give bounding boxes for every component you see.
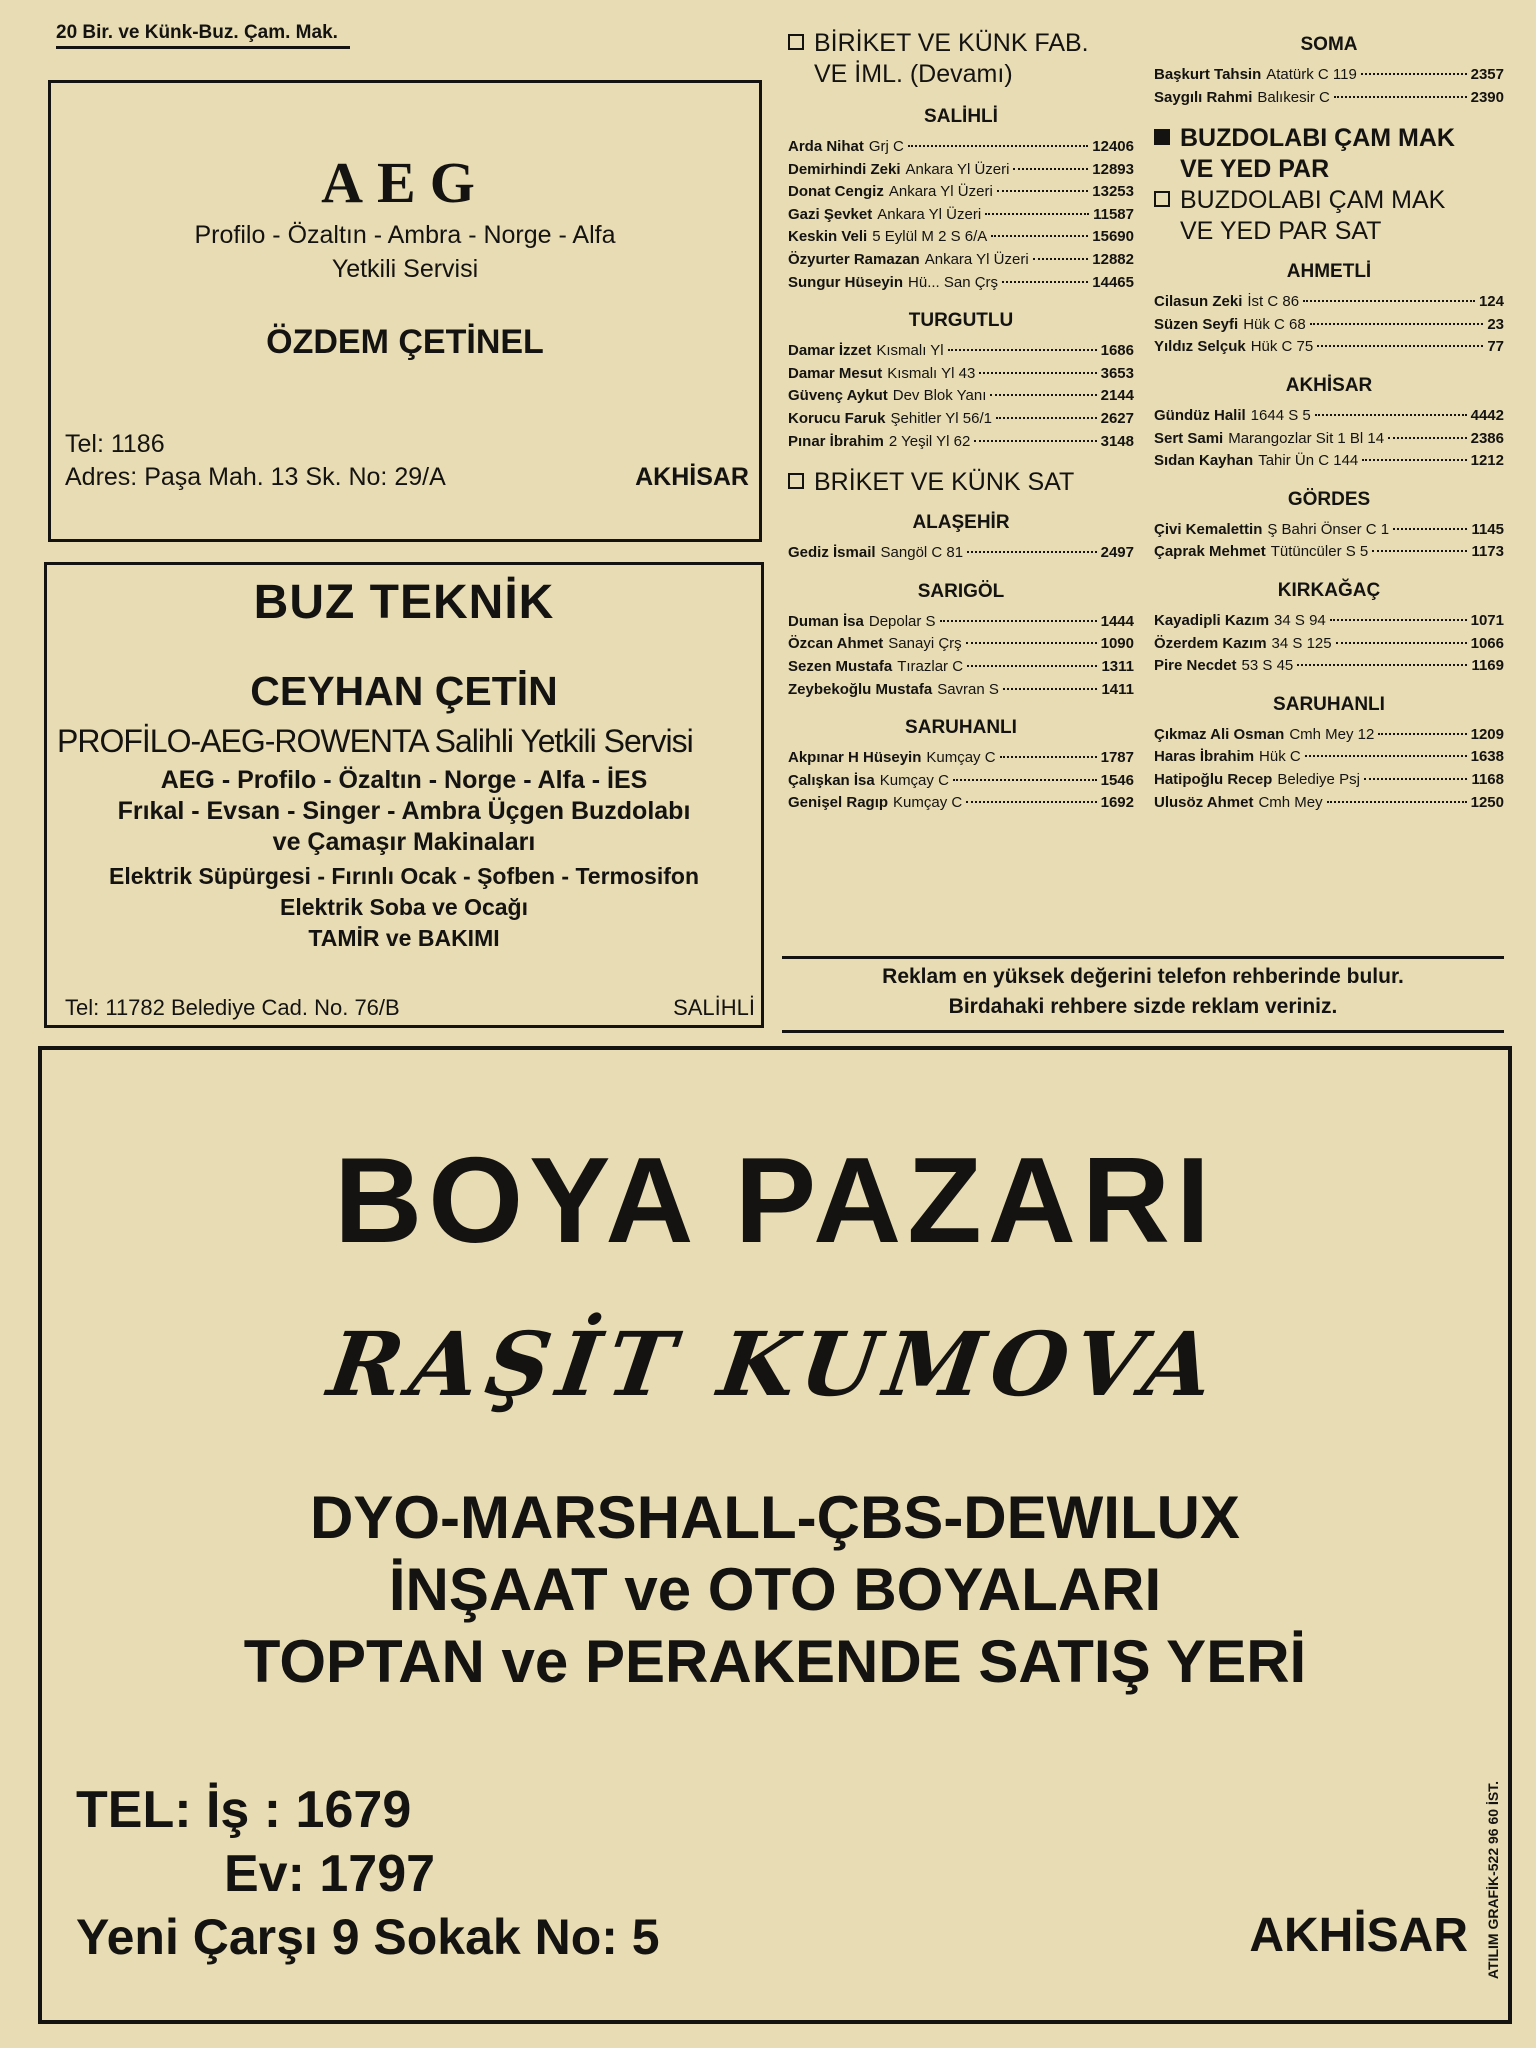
listing-entry bbox=[1154, 748, 1504, 771]
listing-entry bbox=[788, 206, 1134, 229]
listing-entry bbox=[788, 274, 1134, 297]
dot-leader bbox=[1297, 664, 1467, 666]
aeg-brands-line1: Profilo - Özaltın - Ambra - Norge - Alfa bbox=[194, 221, 616, 249]
dot-leader bbox=[1393, 528, 1467, 530]
directory-column-1 bbox=[788, 28, 1134, 817]
listing-phone-number: 12893 bbox=[1092, 160, 1134, 178]
listing-phone-number: 77 bbox=[1487, 338, 1504, 356]
listing-saruhanli bbox=[788, 749, 1134, 817]
dot-leader bbox=[1315, 414, 1467, 416]
dot-leader bbox=[1317, 345, 1483, 347]
dot-leader bbox=[1372, 550, 1467, 552]
category-line: VE İML. (Devamı) bbox=[814, 60, 1013, 88]
boya-line2: İNŞAAT ve OTO BOYALARI bbox=[388, 1556, 1162, 1623]
listing-phone-number: 1071 bbox=[1470, 611, 1504, 629]
listing-akhisar bbox=[1154, 407, 1504, 475]
listing-entry bbox=[1154, 543, 1504, 566]
listing-name: Demirhindi Zeki bbox=[788, 160, 901, 178]
listing-phone-number: 3148 bbox=[1100, 432, 1134, 450]
page-header: 20 Bir. ve Künk-Buz. Çam. Mak. bbox=[56, 22, 350, 49]
listing-phone-number: 14465 bbox=[1092, 273, 1134, 291]
filled-square-icon bbox=[1154, 129, 1170, 145]
listing-name: Saygılı Rahmi bbox=[1154, 88, 1253, 106]
listing-address: 2 Yeşil Yl 62 bbox=[888, 432, 971, 450]
dot-leader bbox=[1003, 688, 1098, 690]
aeg-brands bbox=[51, 218, 759, 286]
dot-leader bbox=[985, 213, 1089, 215]
listing-phone-number: 1787 bbox=[1100, 749, 1134, 767]
listing-phone-number: 1090 bbox=[1100, 635, 1134, 653]
listing-entry bbox=[788, 658, 1134, 681]
listing-entry bbox=[788, 544, 1134, 567]
listing-address: İst C 86 bbox=[1247, 293, 1300, 311]
listing-entry bbox=[1154, 430, 1504, 453]
listing-entry bbox=[1154, 66, 1504, 89]
listing-name: Akpınar H Hüseyin bbox=[788, 749, 922, 767]
aeg-city: AKHİSAR bbox=[635, 463, 749, 491]
listing-phone-number: 23 bbox=[1487, 315, 1504, 333]
listing-name: Çivi Kemalettin bbox=[1154, 520, 1263, 538]
listing-name: Damar İzzet bbox=[788, 342, 872, 360]
listing-phone-number: 1692 bbox=[1100, 794, 1134, 812]
listing-kirkagac bbox=[1154, 612, 1504, 680]
dot-leader bbox=[1336, 642, 1467, 644]
city-heading-ahmetli: AHMETLİ bbox=[1286, 261, 1372, 283]
listing-address: 34 S 94 bbox=[1274, 611, 1326, 629]
category-line: BUZDOLABI ÇAM MAK bbox=[1180, 124, 1455, 153]
listing-phone-number: 2627 bbox=[1100, 409, 1134, 427]
listing-address: Ankara Yl Üzeri bbox=[905, 160, 1010, 178]
listing-address: Cmh Mey 12 bbox=[1289, 725, 1375, 743]
listing-address: Kumçay C bbox=[879, 771, 949, 789]
listing-soma bbox=[1154, 66, 1504, 111]
buz-items-line3: TAMİR ve BAKIMI bbox=[308, 925, 500, 951]
listing-entry bbox=[788, 794, 1134, 817]
buz-brands bbox=[47, 765, 761, 858]
listing-address: Kumçay C bbox=[893, 794, 963, 812]
listing-name: Gediz İsmail bbox=[788, 544, 876, 562]
buz-items bbox=[47, 861, 761, 954]
listing-name: Özyurter Ramazan bbox=[788, 250, 920, 268]
listing-address: Tütüncüler S 5 bbox=[1270, 543, 1369, 561]
aeg-owner: ÖZDEM ÇETİNEL bbox=[266, 323, 544, 361]
city-heading-turgutlu: TURGUTLU bbox=[908, 310, 1014, 332]
boya-tel-home: Ev: 1797 bbox=[224, 1845, 436, 1903]
city-heading-alasehir: ALAŞEHİR bbox=[912, 512, 1010, 534]
listing-address: Hük C 75 bbox=[1250, 338, 1314, 356]
aeg-brand: AEG bbox=[321, 150, 489, 215]
dot-leader bbox=[1388, 437, 1467, 439]
listing-entry bbox=[788, 365, 1134, 388]
listing-entry bbox=[1154, 612, 1504, 635]
listing-address: Grj C bbox=[868, 138, 904, 155]
boya-owner: RAŞİT KUMOVA bbox=[322, 1312, 1228, 1416]
dot-leader bbox=[1013, 168, 1088, 170]
listing-salihli bbox=[788, 138, 1134, 296]
listing-phone-number: 12882 bbox=[1092, 250, 1134, 268]
listing-address: Savran S bbox=[937, 680, 999, 698]
category-heading bbox=[788, 467, 1134, 498]
category-heading bbox=[788, 28, 1134, 90]
printer-credit-text: ATILIM GRAFİK-522 96 60 İST. bbox=[1485, 1780, 1501, 1980]
aeg-contact bbox=[65, 428, 446, 494]
open-square-icon bbox=[1154, 191, 1170, 207]
listing-phone-number: 1546 bbox=[1100, 771, 1134, 789]
listing-entry bbox=[1154, 635, 1504, 658]
listing-name: Gazi Şevket bbox=[788, 205, 873, 223]
listing-name: Duman İsa bbox=[788, 612, 864, 630]
listing-address: Hük C bbox=[1259, 748, 1301, 766]
city-heading-salihli: SALİHLİ bbox=[924, 106, 998, 127]
listing-address: Hü... San Çrş bbox=[908, 273, 999, 291]
listing-address: Cmh Mey bbox=[1258, 793, 1323, 811]
listing-entry bbox=[1154, 452, 1504, 475]
listing-phone-number: 1169 bbox=[1471, 657, 1504, 675]
dot-leader bbox=[1310, 323, 1484, 325]
listing-turgutlu bbox=[788, 342, 1134, 455]
listing-entry bbox=[1154, 338, 1504, 361]
listing-name: Genişel Ragıp bbox=[788, 794, 889, 812]
listing-name: Pire Necdet bbox=[1154, 657, 1237, 675]
dot-leader bbox=[1000, 756, 1097, 758]
listing-entry bbox=[1154, 89, 1504, 112]
listing-address: 34 S 125 bbox=[1271, 634, 1332, 652]
listing-entry bbox=[1154, 521, 1504, 544]
buz-owner: CEYHAN ÇETİN bbox=[250, 668, 558, 714]
boya-products bbox=[42, 1482, 1508, 1698]
listing-address: Kısmalı Yl 43 bbox=[887, 364, 976, 382]
listing-entry bbox=[788, 681, 1134, 704]
dot-leader bbox=[966, 801, 1096, 803]
dot-leader bbox=[997, 190, 1089, 192]
listing-phone-number: 1209 bbox=[1470, 725, 1504, 743]
slogan bbox=[782, 962, 1504, 1022]
listing-address: Kısmalı Yl bbox=[876, 342, 944, 360]
listing-address: Sangöl C 81 bbox=[880, 544, 964, 562]
listing-phone-number: 1212 bbox=[1470, 452, 1504, 470]
boya-city: AKHİSAR bbox=[1249, 1909, 1468, 1962]
listing-phone-number: 13253 bbox=[1092, 183, 1134, 201]
listing-address: Balıkesir C bbox=[1257, 88, 1330, 106]
listing-entry bbox=[788, 387, 1134, 410]
listing-phone-number: 4442 bbox=[1470, 406, 1504, 424]
slogan-line2: Birdahaki rehbere sizde reklam veriniz. bbox=[948, 995, 1338, 1018]
listing-phone-number: 3653 bbox=[1100, 364, 1134, 382]
listing-name: Hatipoğlu Recep bbox=[1154, 770, 1273, 788]
listing-address: Belediye Psj bbox=[1277, 770, 1360, 788]
dot-leader bbox=[908, 145, 1088, 147]
directory-column-2 bbox=[1154, 30, 1504, 816]
listing-phone-number: 1638 bbox=[1470, 748, 1504, 766]
listing-entry bbox=[788, 613, 1134, 636]
listing-name: Pınar İbrahim bbox=[788, 432, 884, 450]
slogan-line1: Reklam en yüksek değerini telefon rehberinde bulur. bbox=[882, 965, 1404, 988]
listing-name: Çaprak Mehmet bbox=[1154, 543, 1266, 561]
listing-phone-number: 2390 bbox=[1470, 88, 1504, 106]
listing-phone-number: 2144 bbox=[1100, 387, 1134, 405]
aeg-advertisement bbox=[48, 80, 762, 542]
listing-address: Atatürk C 119 bbox=[1266, 66, 1357, 83]
listing-address: Dev Blok Yanı bbox=[892, 387, 987, 405]
dot-leader bbox=[974, 440, 1096, 442]
dot-leader bbox=[1303, 300, 1475, 302]
city-heading-akhisar: AKHİSAR bbox=[1285, 374, 1373, 396]
boya-line3: TOPTAN ve PERAKENDE SATIŞ YERİ bbox=[243, 1628, 1307, 1695]
buz-items-line2: Elektrik Soba ve Ocağı bbox=[279, 894, 528, 920]
dot-leader bbox=[1334, 96, 1467, 98]
category-heading bbox=[1154, 123, 1504, 185]
dot-leader bbox=[1361, 73, 1467, 75]
buz-brands-line1: AEG - Profilo - Özaltın - Norge - Alfa - İES bbox=[160, 766, 648, 794]
listing-name: Sezen Mustafa bbox=[788, 657, 893, 675]
buz-service: PROFİLO-AEG-ROWENTA Salihli Yetkili Servisi bbox=[57, 723, 693, 759]
dot-leader bbox=[1305, 755, 1467, 757]
listing-name: Kayadipli Kazım bbox=[1154, 611, 1270, 629]
listing-name: Çalışkan İsa bbox=[788, 771, 875, 789]
listing-address: Depolar S bbox=[868, 612, 936, 630]
dot-leader bbox=[979, 372, 1096, 374]
listing-entry bbox=[788, 749, 1134, 772]
category-line: VE YED PAR SAT bbox=[1180, 217, 1382, 246]
listing-address: Sanayi Çrş bbox=[888, 635, 962, 653]
listing-gordes bbox=[1154, 521, 1504, 566]
dot-leader bbox=[1378, 733, 1466, 735]
listing-name: Donat Cengiz bbox=[788, 183, 884, 201]
boya-tel-work: TEL: İş : 1679 bbox=[76, 1781, 412, 1839]
dot-leader bbox=[967, 551, 1097, 553]
dot-leader bbox=[967, 665, 1097, 667]
listing-name: Süzen Seyfi bbox=[1154, 315, 1239, 333]
listing-entry bbox=[788, 433, 1134, 456]
dot-leader bbox=[990, 394, 1096, 396]
listing-name: Damar Mesut bbox=[788, 364, 883, 382]
listing-address: Ankara Yl Üzeri bbox=[924, 250, 1029, 268]
listing-entry bbox=[1154, 657, 1504, 680]
buz-tel: Tel: 11782 Belediye Cad. No. 76/B bbox=[65, 995, 400, 1020]
buz-teknik-advertisement bbox=[44, 562, 764, 1028]
listing-name: Sert Sami bbox=[1154, 429, 1224, 447]
listing-phone-number: 1411 bbox=[1101, 680, 1134, 698]
listing-phone-number: 1066 bbox=[1470, 634, 1504, 652]
city-heading-sarigol: SARIGÖL bbox=[917, 580, 1005, 602]
listing-phone-number: 11587 bbox=[1093, 205, 1134, 223]
category-line: BİRİKET VE KÜNK FAB. bbox=[814, 29, 1089, 57]
dot-leader bbox=[1364, 778, 1468, 780]
listing-entry bbox=[1154, 316, 1504, 339]
listing-name: Ulusöz Ahmet bbox=[1154, 793, 1254, 811]
listing-phone-number: 1444 bbox=[1100, 612, 1134, 630]
listing-phone-number: 1173 bbox=[1471, 543, 1504, 561]
listing-name: Özcan Ahmet bbox=[788, 635, 884, 653]
aeg-brands-line2: Yetkili Servisi bbox=[331, 255, 479, 283]
city-heading-soma: SOMA bbox=[1300, 34, 1358, 55]
listing-phone-number: 2497 bbox=[1100, 544, 1134, 562]
listing-name: Çıkmaz Ali Osman bbox=[1154, 725, 1285, 743]
city-heading-saruhanli: SARUHANLI bbox=[905, 717, 1017, 739]
category-line: BUZDOLABI ÇAM MAK bbox=[1180, 186, 1446, 215]
listing-entry bbox=[788, 183, 1134, 206]
listing-name: Sungur Hüseyin bbox=[788, 273, 904, 291]
listing-entry bbox=[788, 251, 1134, 274]
listing-entry bbox=[788, 410, 1134, 433]
listing-phone-number: 12406 bbox=[1092, 138, 1134, 155]
listing-phone-number: 1686 bbox=[1100, 342, 1134, 360]
listing-ahmetli bbox=[1154, 293, 1504, 361]
listing-phone-number: 15690 bbox=[1092, 228, 1134, 246]
listing-name: Zeybekoğlu Mustafa bbox=[788, 680, 933, 698]
listing-address: Kumçay C bbox=[926, 749, 996, 767]
listing-entry bbox=[788, 228, 1134, 251]
listing-address: Ankara Yl Üzeri bbox=[877, 205, 982, 223]
dot-leader bbox=[966, 642, 1097, 644]
listing-address: Ş Bahri Önser C 1 bbox=[1267, 520, 1390, 538]
category-line: VE YED PAR bbox=[1180, 155, 1330, 184]
listing-entry bbox=[1154, 293, 1504, 316]
listing-name: Haras İbrahim bbox=[1154, 748, 1255, 766]
listing-name: Yıldız Selçuk bbox=[1154, 338, 1246, 356]
city-heading-saruhanli: SARUHANLI bbox=[1273, 693, 1385, 715]
listing-name: Arda Nihat bbox=[788, 138, 864, 155]
listing-entry bbox=[788, 635, 1134, 658]
buz-brands-line3: ve Çamaşır Makinaları bbox=[272, 828, 536, 856]
dot-leader bbox=[1327, 801, 1467, 803]
open-square-icon bbox=[788, 473, 804, 489]
listing-alasehir bbox=[788, 544, 1134, 567]
buz-title: BUZ TEKNİK bbox=[253, 576, 555, 629]
listing-address: 53 S 45 bbox=[1241, 657, 1294, 675]
listing-address: Hük C 68 bbox=[1243, 315, 1306, 333]
category-heading bbox=[1154, 185, 1504, 247]
listing-entry bbox=[1154, 407, 1504, 430]
city-heading-gordes: GÖRDES bbox=[1287, 488, 1371, 510]
listing-address: Şehitler Yl 56/1 bbox=[890, 409, 992, 427]
boya-title: BOYA PAZARI bbox=[334, 1132, 1216, 1268]
listing-phone-number: 1250 bbox=[1470, 793, 1504, 811]
listing-sarigol bbox=[788, 613, 1134, 703]
open-square-icon bbox=[788, 34, 804, 50]
dot-leader bbox=[948, 349, 1097, 351]
listing-entry bbox=[1154, 726, 1504, 749]
divider bbox=[782, 956, 1504, 959]
listing-name: Özerdem Kazım bbox=[1154, 634, 1267, 652]
listing-name: Gündüz Halil bbox=[1154, 406, 1246, 424]
boya-pazari-advertisement bbox=[38, 1046, 1512, 2024]
listing-name: Sıdan Kayhan bbox=[1154, 452, 1254, 470]
listing-name: Korucu Faruk bbox=[788, 409, 886, 427]
dot-leader bbox=[996, 417, 1097, 419]
listing-address: Tırazlar C bbox=[897, 657, 964, 675]
dot-leader bbox=[940, 620, 1097, 622]
listing-phone-number: 2386 bbox=[1470, 429, 1504, 447]
listing-phone-number: 1168 bbox=[1471, 770, 1504, 788]
listing-address: 1644 S 5 bbox=[1250, 406, 1311, 424]
boya-line1: DYO-MARSHALL-ÇBS-DEWILUX bbox=[310, 1484, 1240, 1551]
listing-saruhanli bbox=[1154, 726, 1504, 816]
listing-entry bbox=[788, 342, 1134, 365]
dot-leader bbox=[991, 235, 1088, 237]
listing-name: Güvenç Aykut bbox=[788, 387, 888, 405]
printer-credit bbox=[1480, 1780, 1506, 1980]
listing-phone-number: 1145 bbox=[1471, 520, 1504, 538]
listing-address: Ankara Yl Üzeri bbox=[888, 183, 993, 201]
buz-items-line1: Elektrik Süpürgesi - Fırınlı Ocak - Şofben - Termosifon bbox=[108, 863, 699, 889]
listing-address: Marangozlar Sit 1 Bl 14 bbox=[1228, 429, 1385, 447]
listing-entry bbox=[788, 138, 1134, 161]
listing-phone-number: 1311 bbox=[1101, 657, 1134, 675]
listing-name: Başkurt Tahsin bbox=[1154, 66, 1262, 83]
listing-address: 5 Eylül M 2 S 6/A bbox=[872, 228, 988, 246]
listing-phone-number: 124 bbox=[1478, 293, 1504, 311]
divider bbox=[782, 1030, 1504, 1033]
dot-leader bbox=[1362, 459, 1466, 461]
dot-leader bbox=[1033, 258, 1089, 260]
listing-entry bbox=[1154, 771, 1504, 794]
dot-leader bbox=[1330, 619, 1467, 621]
listing-address: Tahir Ün C 144 bbox=[1258, 452, 1359, 470]
dot-leader bbox=[953, 779, 1097, 781]
listing-phone-number: 2357 bbox=[1470, 66, 1504, 83]
listing-name: Keskin Veli bbox=[788, 228, 868, 246]
aeg-tel: Tel: 1186 bbox=[65, 430, 165, 458]
boya-address: Yeni Çarşı 9 Sokak No: 5 bbox=[76, 1909, 660, 1965]
buz-city: SALİHLİ bbox=[673, 995, 755, 1020]
dot-leader bbox=[1002, 281, 1088, 283]
category-line: BRİKET VE KÜNK SAT bbox=[814, 468, 1075, 497]
city-heading-kirkagac: KIRKAĞAÇ bbox=[1277, 579, 1381, 601]
listing-entry bbox=[788, 161, 1134, 184]
listing-entry bbox=[788, 772, 1134, 795]
listing-name: Cilasun Zeki bbox=[1154, 293, 1243, 311]
listing-entry bbox=[1154, 794, 1504, 817]
buz-brands-line2: Frıkal - Evsan - Singer - Ambra Üçgen Buzdolabı bbox=[117, 797, 691, 825]
aeg-address: Adres: Paşa Mah. 13 Sk. No: 29/A bbox=[65, 463, 446, 491]
